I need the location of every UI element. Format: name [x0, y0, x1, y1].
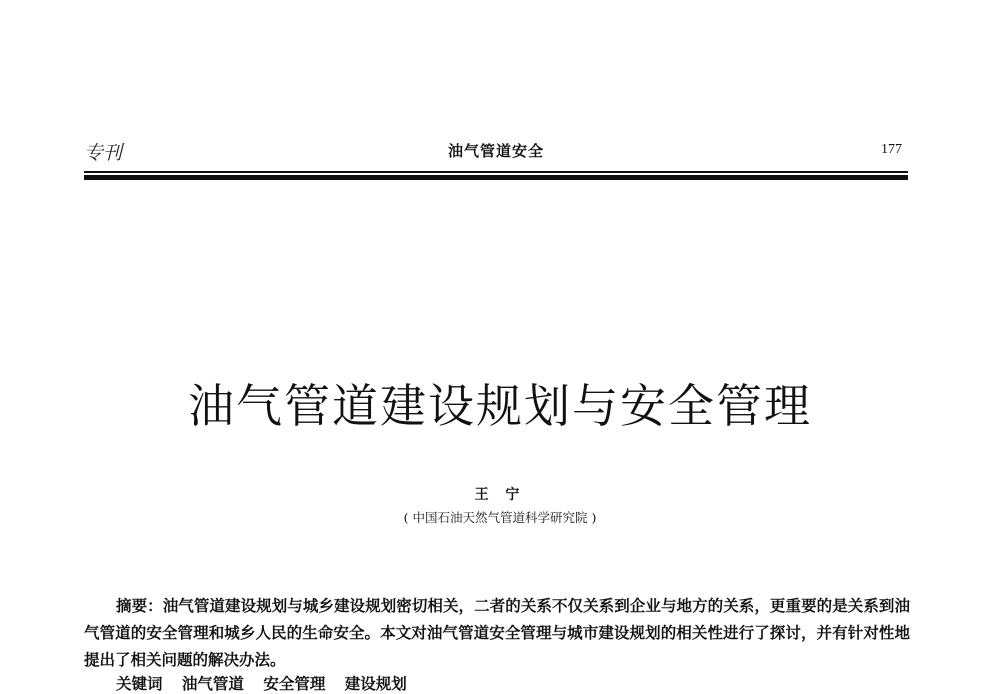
keyword-item: 安全管理	[263, 674, 326, 693]
header-rule-thick	[84, 175, 908, 180]
keywords-label: 关键词	[116, 674, 163, 693]
header-journal-title: 油气管道安全	[447, 142, 544, 160]
header-rule-thin	[84, 171, 908, 173]
abstract-text: 油气管道建设规划与城乡建设规划密切相关，二者的关系不仅关系到企业与地方的关系，更重要的是关系到油气管道的安全管理和城乡人民的生命安全。本文对油气管道安全管理与城市建设规划的相关性进行了探讨，并有针对性地提出了相关问题的解决办法。	[84, 596, 910, 669]
page-number: 177	[881, 142, 902, 157]
header-section-label: 专刊	[84, 142, 123, 164]
keyword-item: 建设规划	[344, 674, 407, 693]
keywords	[116, 672, 407, 694]
author-name: 王 宁	[474, 487, 526, 503]
abstract	[84, 592, 910, 673]
running-header	[84, 138, 908, 162]
author-affiliation: ( 中国石油天然气管道科学研究院 )	[403, 510, 597, 525]
article-title: 油气管道建设规划与安全管理	[188, 379, 812, 433]
abstract-label: 摘要：	[116, 596, 163, 615]
keyword-item: 油气管道	[181, 674, 244, 693]
